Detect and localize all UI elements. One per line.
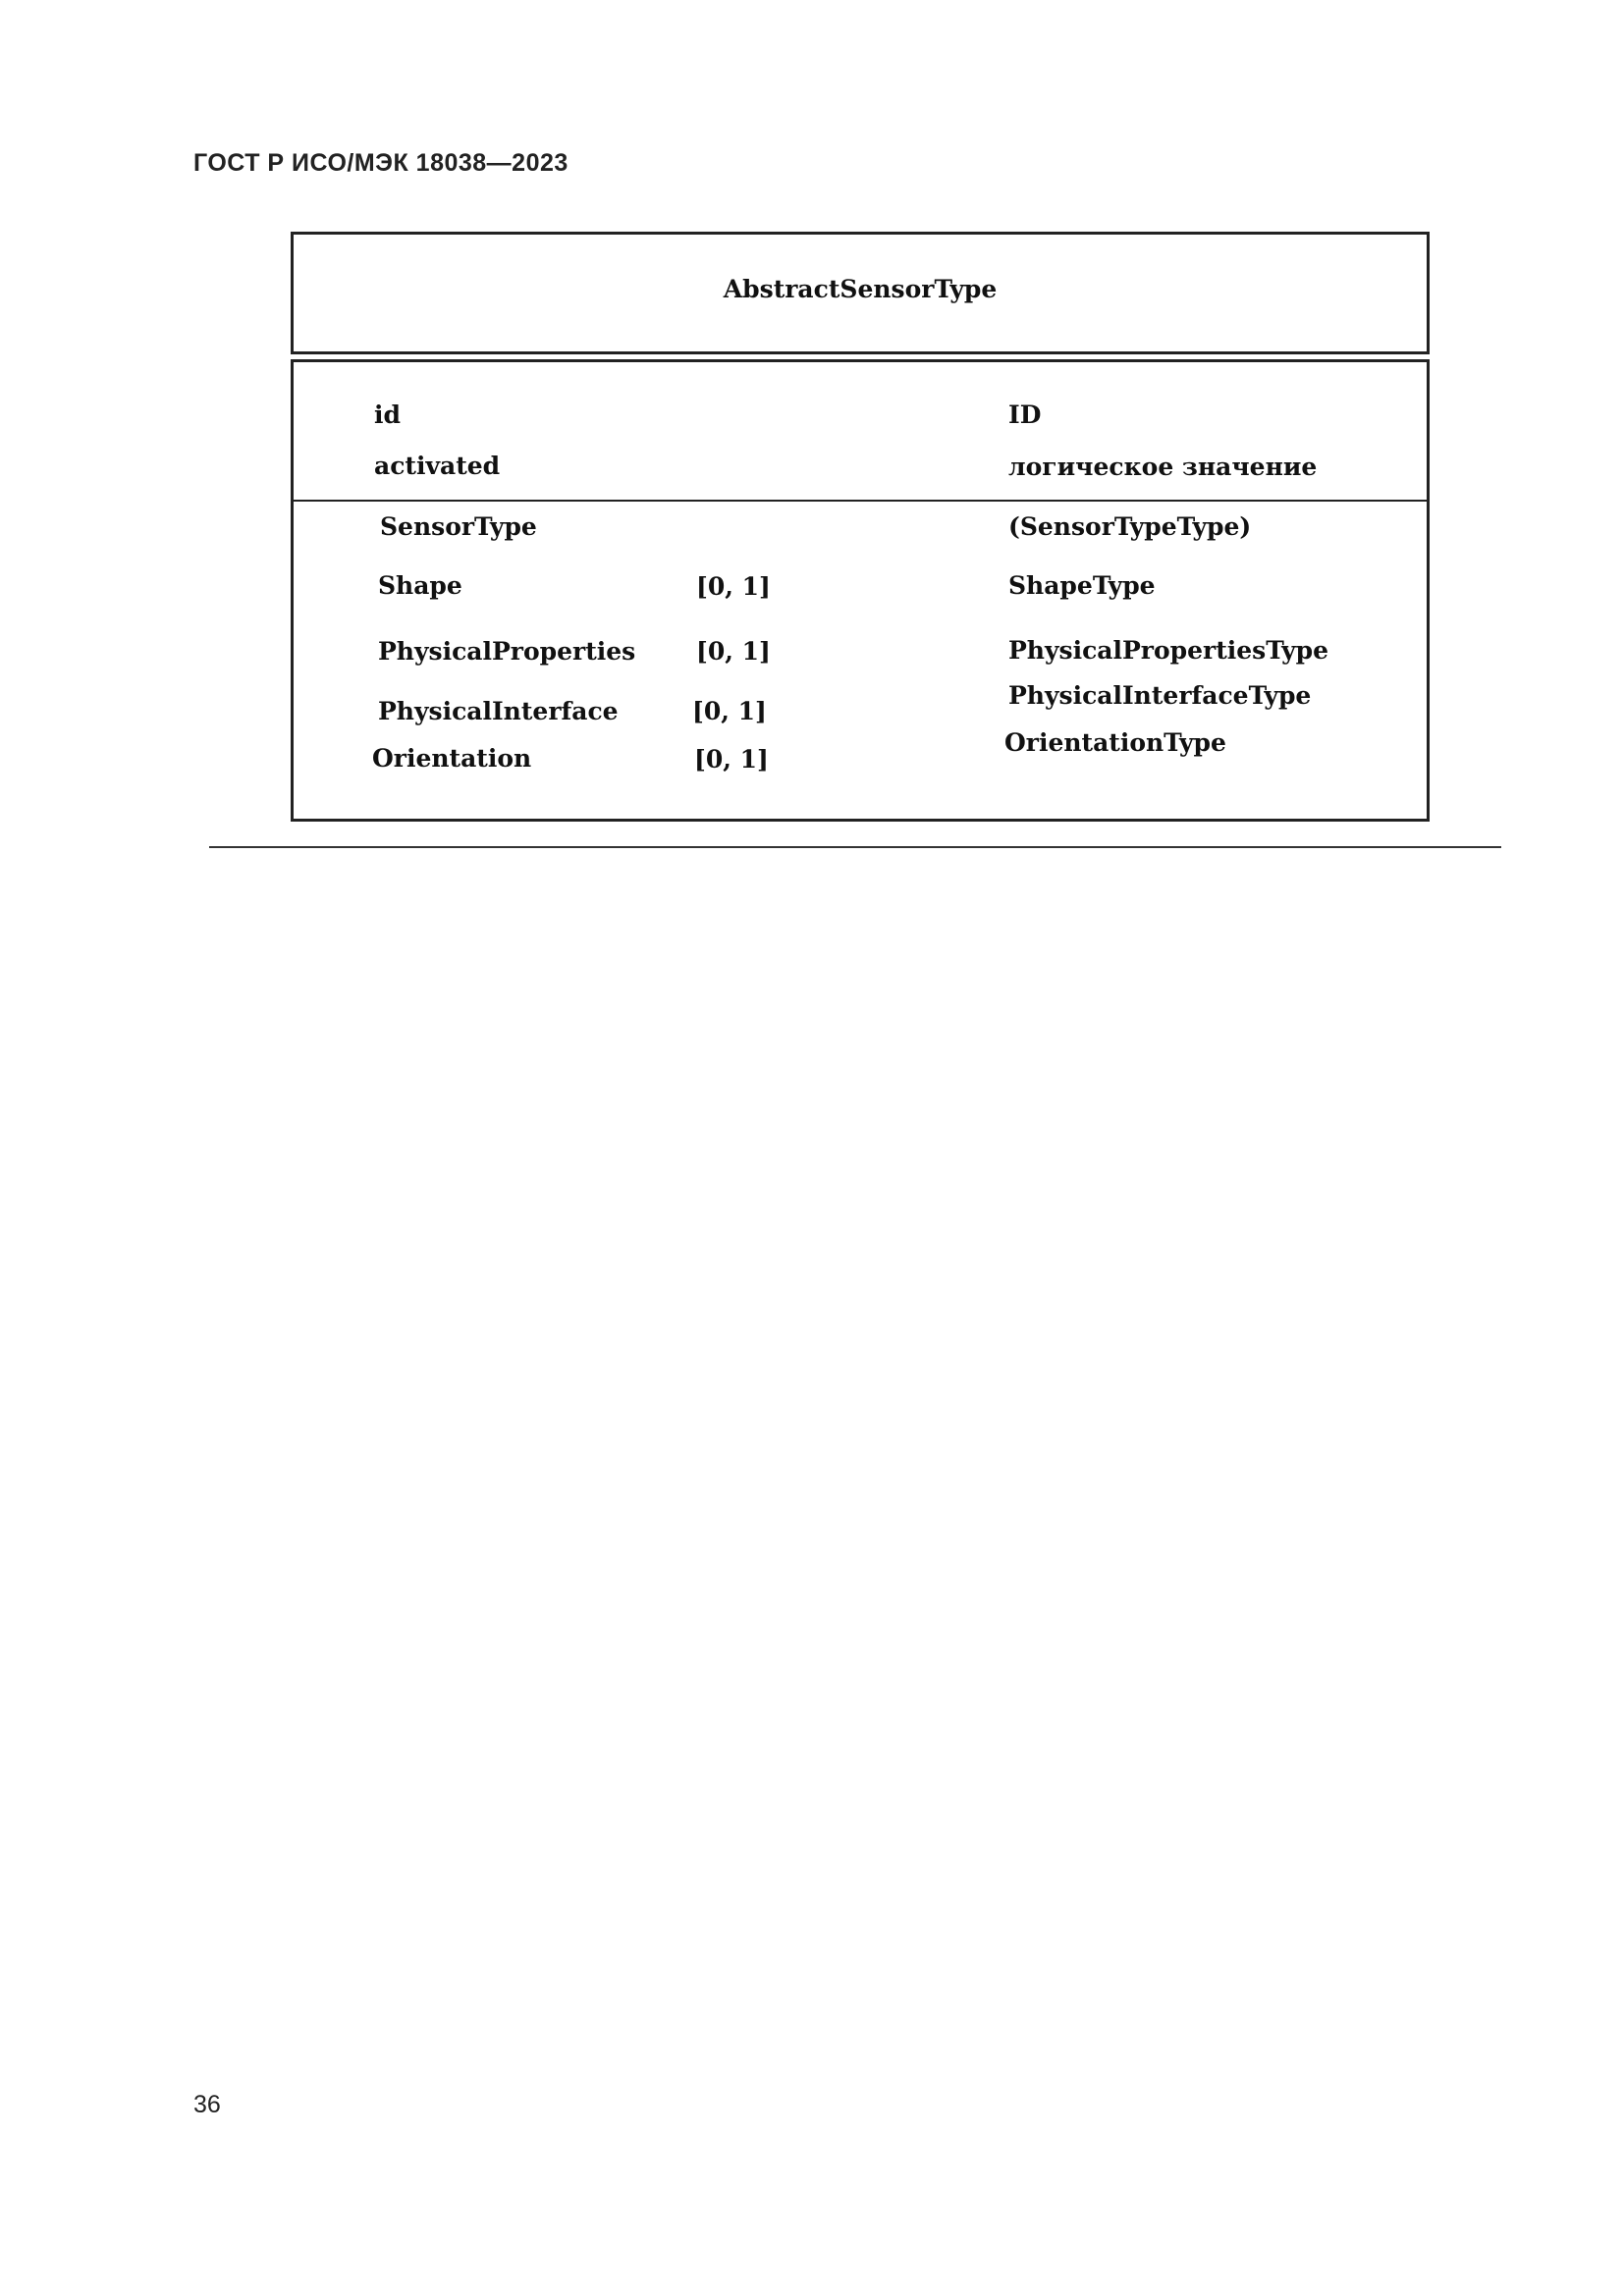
- element-name-physicalproperties: PhysicalProperties: [378, 637, 636, 666]
- element-type-physicalproperties: PhysicalPropertiesType: [1008, 636, 1328, 665]
- page-header-standard-id: ГОСТ Р ИСО/МЭК 18038—2023: [193, 149, 568, 177]
- section-divider: [294, 500, 1427, 502]
- element-name-orientation: Orientation: [372, 744, 532, 773]
- element-type-physicalinterface: PhysicalInterfaceType: [1008, 681, 1312, 710]
- attribute-type-id: ID: [1008, 400, 1042, 429]
- element-name-sensortype: SensorType: [380, 512, 537, 541]
- diagram-body-box: [291, 359, 1430, 822]
- element-multiplicity-orientation: [0, 1]: [694, 745, 769, 774]
- diagram-title: AbstractSensorType: [723, 275, 998, 303]
- page-number: 36: [193, 2091, 221, 2118]
- element-type-shape: ShapeType: [1008, 571, 1156, 600]
- element-multiplicity-shape: [0, 1]: [696, 572, 771, 601]
- element-multiplicity-physicalinterface: [0, 1]: [692, 697, 767, 725]
- element-type-orientation: OrientationType: [1004, 728, 1226, 757]
- attribute-type-activated: логическое значение: [1008, 453, 1318, 481]
- attribute-name-activated: activated: [374, 452, 501, 480]
- element-type-sensortype: (SensorTypeType): [1008, 512, 1252, 541]
- attribute-name-id: id: [374, 400, 401, 429]
- diagram-title-box: [291, 232, 1430, 354]
- element-name-physicalinterface: PhysicalInterface: [378, 697, 619, 725]
- element-multiplicity-physicalproperties: [0, 1]: [696, 637, 771, 666]
- horizontal-rule: [209, 846, 1501, 848]
- element-name-shape: Shape: [378, 571, 462, 600]
